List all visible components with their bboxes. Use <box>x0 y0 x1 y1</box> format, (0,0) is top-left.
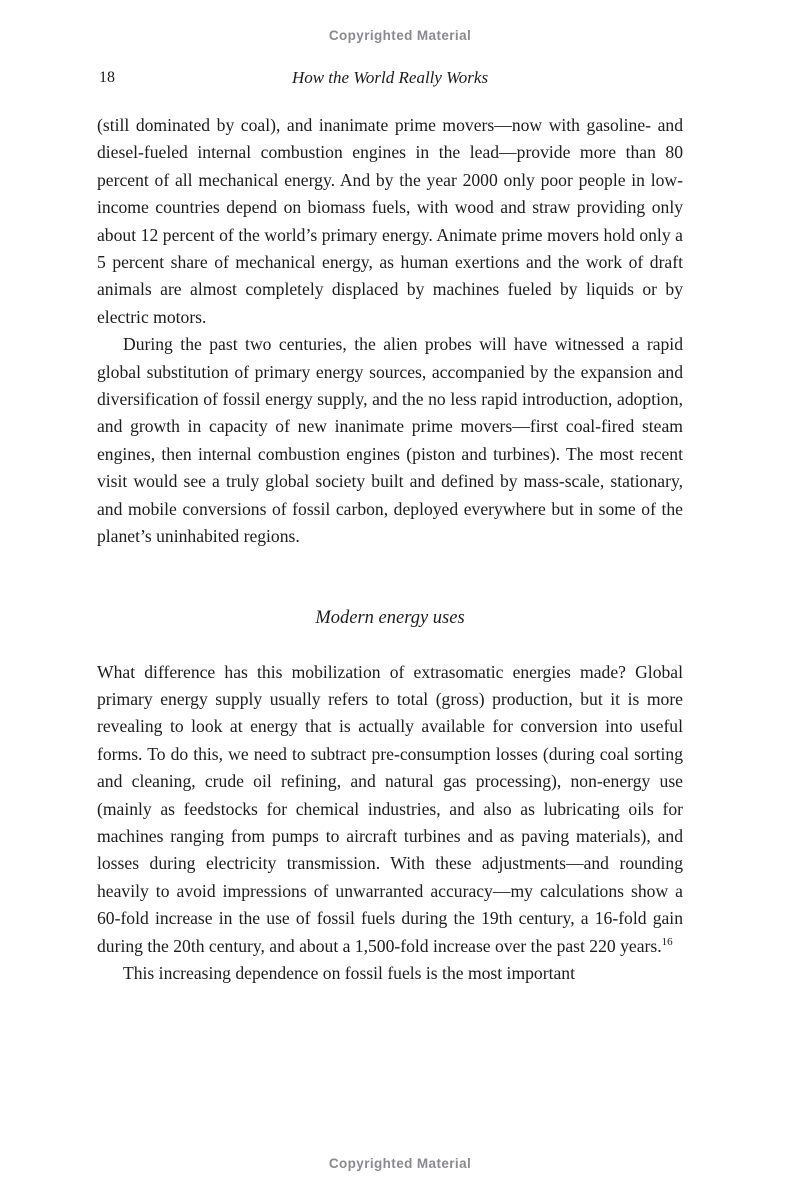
page-number: 18 <box>99 69 115 86</box>
page-header <box>97 68 683 88</box>
copyright-notice-bottom: Copyrighted Material <box>328 1156 472 1171</box>
section-heading: Modern energy uses <box>315 607 465 628</box>
paragraph <box>97 659 683 960</box>
paragraph-partial: This increasing dependence on fossil fuels is the most important <box>123 962 575 983</box>
copyright-notice-top: Copyrighted Material <box>328 28 472 43</box>
running-header-title: How the World Really Works <box>291 68 489 87</box>
body-text <box>97 112 683 987</box>
paragraph: During the past two centuries, the alien probes will have witnessed a rapid global substitution of primary energy sources, accompanied by the expansion and diversification of fossil energy supply, and the no less rapid introduction, adoption, and growth in capacity of new inanimate prime movers—first coal-fired steam engines, then internal combustion engines (piston and turbines). The most recent visit would see a truly global society built and defined by mass-scale, stationary, and mobile conversions of fossil carbon, deployed everywhere but in some of the planet’s uninhabited regions. <box>97 334 683 547</box>
footnote-marker: 16 <box>661 935 673 948</box>
paragraph-continuation: (still dominated by coal), and inanimate prime movers—now with gasoline- and diesel-fueled internal combustion engines in the lead—provide more than 80 percent of all mechanical energy. And by the year 2000 only poor people in low-income countries depend on biomass fuels, with wood and straw providing only about 12 percent of the world’s primary energy. Animate prime movers hold only a 5 percent share of mechanical energy, as human exertions and the work of draft animals are almost completely displaced by machines fueled by liquids or by electric motors. <box>97 115 683 327</box>
paragraph-text: What difference has this mobilization of extrasomatic energies made? Global primary energy supply usually refers to total (gross) production, but it is more revealing to look at energy that is actually available for conversion into useful forms. To do this, we need to subtract pre-consumption losses (during coal sorting and cleaning, crude oil refining, and natural gas processing), non-energy use (mainly as feedstocks for chemical industries, and also as lubricating oils for machines ranging from pumps to aircraft turbines and as paving materials), and losses during electricity transmission. With these adjustments—and rounding heavily to avoid impressions of unwarranted accuracy—my calculations show a 60-fold increase in the use of fossil fuels during the 19th century, a 16-fold gain during the 20th century, and about a 1,500-fold increase over the past 220 years. <box>97 661 683 956</box>
